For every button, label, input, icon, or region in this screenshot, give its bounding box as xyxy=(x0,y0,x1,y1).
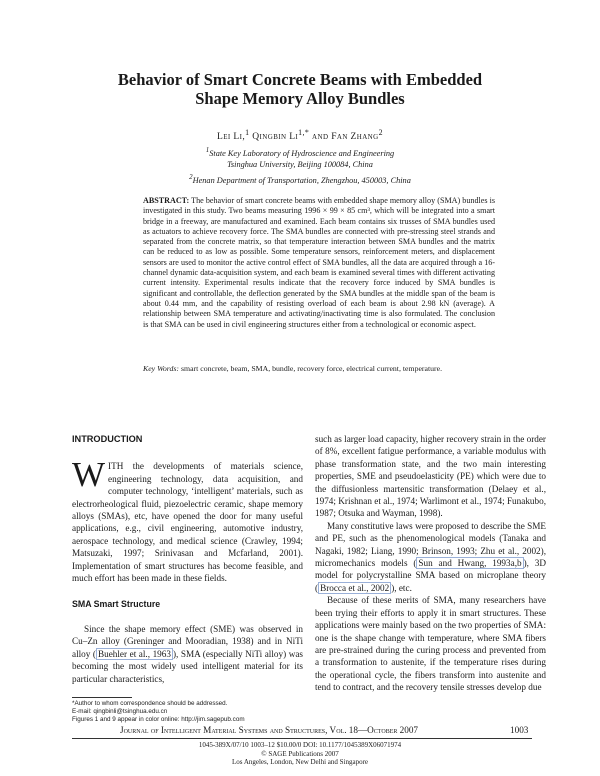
intro-text: the developments of materials science, engineering technology, data acquisition, and computer technology, ‘intelligent’ materials, such as electrorheological fluid, piezoelectric ceramic, shape memory alloys (SMAs), etc, have opened the door for many useful applications, e.g., civil engineering, automotive industry, aerospace technology, and medical science (Crawley, 1994; Matsuzaki, 1997; Srinivasan and Mcfarland, 2001). Implementation of smart structures has become feasible, and much effort has been made in these fields. xyxy=(72,461,303,584)
right-column xyxy=(315,433,546,694)
sma-text-2: ), SMA (especially NiTi alloy) was becoming the most widely used intelligent material for its particular characteristics, xyxy=(72,648,303,684)
intro-paragraph xyxy=(72,455,303,584)
affiliation-2-line-1: Henan Department of Transportation, Zhengzhou, 450003, China xyxy=(192,175,411,185)
footnote-email: E-mail: qingbinli@tsinghua.edu.cn xyxy=(72,708,168,716)
drop-cap: W xyxy=(72,455,106,495)
keywords xyxy=(143,364,503,374)
author-3: Fan Zhang xyxy=(331,132,379,143)
footnote-divider xyxy=(72,697,132,698)
title-line-1: Behavior of Smart Concrete Beams with Embedded xyxy=(117,70,483,89)
section-heading-introduction: INTRODUCTION xyxy=(72,434,143,444)
abstract xyxy=(143,196,495,330)
sma-text-1: Since the shape memory effect (SME) was observed in Cu–Zn alloy (Greninger and Mooradian, 1938) and in NiTi alloy ( xyxy=(72,623,303,659)
publisher-line-1: 1045-389X/07/10 1003–12 $10.00/0 DOI: 10.1177/1045389X06071974 xyxy=(198,741,402,749)
publisher-line-2: © SAGE Publications 2007 xyxy=(261,749,339,758)
page-number: 1003 xyxy=(510,725,529,735)
right-paragraph-1: such as larger load capacity, higher recovery strain in the order of 8%, excellent fatigue performance, a variable modulus with phase transformation state, and the two main interesting properties, SME and pseudoelasticity (PE) which were due to the diffusionless martensitic transformation (Delaey et al., 1974; Krishnan et al., 1974; Warlimont et al., 1974; Funakubo, 1987; Otsuka and Wayman, 1998). xyxy=(315,434,546,519)
author-3-sup: 2 xyxy=(378,128,383,137)
journal-line: Journal of Intelligent Material Systems and Structures, Vol. 18—October 2007 xyxy=(120,725,419,735)
publisher-line-3: Los Angeles, London, New Delhi and Singapore xyxy=(231,758,369,767)
paper-title xyxy=(0,70,600,108)
subsection-heading-sma: SMA Smart Structure xyxy=(72,599,161,610)
sma-paragraph xyxy=(72,623,303,685)
affiliation-2-sup: 2 xyxy=(189,174,193,181)
p2-text-2: ), 3D model for polycrystalline SMA based on microplane theory ( xyxy=(315,558,546,593)
abstract-label: ABSTRACT: xyxy=(143,196,190,205)
footnotes xyxy=(72,700,245,725)
citation-link-buehler[interactable]: Buehler et al., 1963 xyxy=(97,648,171,659)
author-1-sup: 1 xyxy=(245,128,250,137)
author-2: Qingbin Li xyxy=(249,132,299,143)
publisher-info xyxy=(0,741,600,767)
author-and: and xyxy=(309,132,332,143)
footer-divider xyxy=(72,738,532,739)
footnote-author: *Author to whom correspondence should be addressed. xyxy=(72,700,228,707)
author-list xyxy=(0,128,600,142)
affiliation-1-sup: 1 xyxy=(205,147,210,154)
affiliation-2 xyxy=(0,172,600,186)
author-2-sup: 1,* xyxy=(298,128,310,137)
p2-text-3: ), etc. xyxy=(391,582,412,593)
author-1: Lei Li, xyxy=(217,132,246,143)
affiliation-1 xyxy=(0,145,600,170)
citation-link-brocca[interactable]: Brocca et al., 2002 xyxy=(320,582,390,593)
p2-text-1: Many constitutive laws were proposed to describe the SME and PE, such as the phenomenological models (Tanaka and Nagaki, 1982; Liang, 1990; Brinson, 1993; Zhu et al., 2002), micromechanics models ( xyxy=(315,520,546,569)
intro-lead-word: ITH xyxy=(108,461,124,472)
citation-link-sun-hwang[interactable]: Sun and Hwang, 1993a,b xyxy=(418,558,522,569)
left-column xyxy=(72,433,303,685)
affiliation-1-line-2: Tsinghua University, Beijing 100084, China xyxy=(227,159,373,169)
footnote-figures: Figures 1 and 9 appear in color online: http://jim.sagepub.com xyxy=(72,716,245,724)
title-line-2: Shape Memory Alloy Bundles xyxy=(195,89,405,108)
keywords-label: Key Words: xyxy=(143,364,180,373)
keywords-text: smart concrete, beam, SMA, bundle, recovery force, electrical current, temperature. xyxy=(180,364,443,373)
abstract-text: The behavior of smart concrete beams with embedded shape memory alloy (SMA) bundles is investigated in this study. Two beams measuring 1996 × 99 × 85 cm³, which will be integrated into a smart bridge in a freeway, are manufactured and examined. Each beam contains six trusses of SMA bundles used as actuators to achieve recovery force. The SMA bundles are connected with pre-stressing steel strands and separated from the concrete matrix, so that temperature interaction between SMA bundles and the matrix can be reduced to as low as possible. Some temperature sensors, reinforcement meters, and displacement sensors are used to monitor the active control effect of SMA bundles, all the data are acquired through a 16-channel dynamic data-acquisition system, and each beam is examined several times with different activating current intensity. Experimental results indicate that the recovery force induced by SMA bundles is significant and controllable, the deflection generated by the SMA bundles at the middle span of the beam is about 0.44 mm, and the capability of resisting overload of each beam is about 2.98 kN (average). A relationship between SMA temperature and activating/inactivating time is also formulated. The conclusion is that SMA can be used in civil engineering structures either from a technological or economic aspect. xyxy=(143,196,495,329)
affiliation-1-line-1: State Key Laboratory of Hydroscience and Engineering xyxy=(209,148,395,158)
right-paragraph-2 xyxy=(315,520,546,594)
right-paragraph-3: Because of these merits of SMA, many researchers have been trying their efforts to apply it in smart structures. These applications were mainly based on the two properties of SMA: one is the shape change with temperature, where SMA fibers are pre-strained during the curing process and prevented from a transformation to austenite, if the temperature rises during the operational cycle, the fibers transform into austenite and tend to contract, and the recovery tensile stresses develop due xyxy=(315,595,546,693)
